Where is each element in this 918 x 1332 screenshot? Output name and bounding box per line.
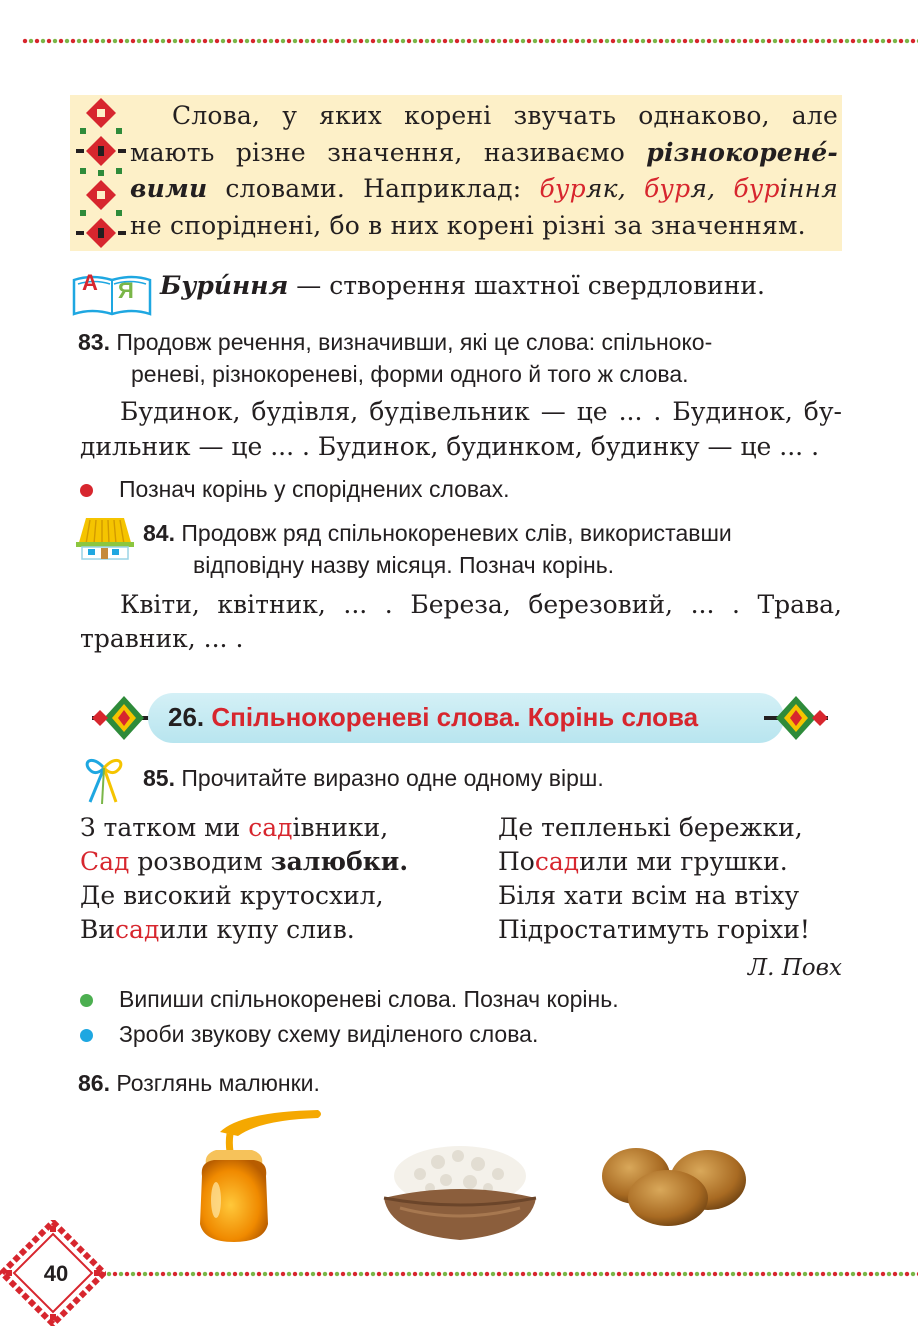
rule-line-3-text: словами. Наприклад: bbox=[207, 174, 540, 203]
task-83-number: 83. bbox=[78, 329, 110, 355]
house-icon bbox=[72, 516, 138, 560]
task-83-bullet-text: Познач корінь у споріднених словах. bbox=[119, 476, 510, 502]
poem-text: розводим bbox=[129, 847, 271, 876]
task-85-bullet-2: Зроби звукову схему виділеного слова. bbox=[119, 1021, 539, 1047]
rule-text bbox=[130, 98, 838, 244]
section-title bbox=[168, 702, 698, 733]
example-3-root: бур bbox=[733, 174, 780, 203]
section-number: 26. bbox=[168, 702, 205, 732]
example-1-rest: як, bbox=[585, 174, 626, 203]
poem-text: івники, bbox=[292, 813, 389, 842]
task-83-sentence-1: Будинок, будівля, будівельник — це ... . Будинок, бу- bbox=[120, 397, 842, 426]
page-number: 40 bbox=[43, 1261, 69, 1286]
poem-right-line-1: Де тепленькі бережки, bbox=[498, 813, 803, 842]
example-1-root: бур bbox=[539, 174, 586, 203]
poem-left-line-3: Де високий крутосхил, bbox=[80, 881, 384, 910]
poem-root: сад bbox=[248, 813, 293, 842]
task-84-sentence-1: Квіти, квітник, ... . Береза, березовий, ... . Трава, bbox=[120, 590, 842, 619]
poem-right-line-4: Підростатимуть горіхи! bbox=[498, 915, 810, 944]
poem-text: или купу слив. bbox=[159, 915, 355, 944]
poem-root: сад bbox=[115, 915, 160, 944]
rule-term-part-1: різнокорене́- bbox=[646, 137, 838, 167]
example-2-root: бур bbox=[643, 174, 691, 203]
poem-left-line-4 bbox=[80, 915, 355, 944]
rule-term-part-2: вими bbox=[130, 174, 208, 203]
task-83-line-1 bbox=[78, 329, 712, 356]
poem-left-line-2 bbox=[80, 847, 408, 876]
dictionary-term: Бури́ння bbox=[160, 271, 289, 300]
rule-line-2 bbox=[130, 135, 838, 172]
poem-text: или ми грушки. bbox=[579, 847, 788, 876]
rule-line-1: Слова, у яких корені звучать однаково, але bbox=[172, 101, 838, 130]
task-85-bullet-1: Випиши спільнокореневі слова. Познач корінь. bbox=[119, 986, 619, 1012]
task-83-text-1: Продовж речення, визначивши, які це слова: спільноко- bbox=[116, 329, 713, 355]
task-86-instruction: Розглянь малюнки. bbox=[116, 1070, 320, 1096]
poem-text: З татком ми bbox=[80, 813, 249, 842]
example-2-rest: я, bbox=[690, 174, 716, 203]
dict-icon-letter-a: А bbox=[82, 270, 98, 295]
embroidery-ornament bbox=[76, 96, 126, 250]
task-86-line bbox=[78, 1070, 320, 1097]
cottage-cheese-bowl-image bbox=[380, 1130, 540, 1246]
section-ornament-left bbox=[92, 692, 156, 744]
section-title-text: Спільнокореневі слова. Корінь слова bbox=[211, 702, 699, 732]
example-3-rest: іння bbox=[779, 174, 838, 203]
task-84-line-1 bbox=[143, 520, 732, 547]
red-bullet bbox=[80, 484, 93, 497]
rule-line-2-text: мають різне значення, називаємо bbox=[130, 137, 647, 167]
dictionary-book-icon bbox=[70, 266, 154, 318]
poem-left-line-1 bbox=[80, 813, 388, 842]
bottom-ornament-border bbox=[100, 1269, 918, 1279]
task-85-line bbox=[143, 765, 604, 792]
poem-text: По bbox=[498, 847, 535, 876]
poem-text: Ви bbox=[80, 915, 116, 944]
poem-right-line-3: Біля хати всім на втіху bbox=[498, 881, 800, 910]
dict-icon-letter-ya: Я bbox=[118, 278, 134, 303]
rule-line-3 bbox=[130, 171, 838, 208]
task-83-line-2: реневі, різнокореневі, форми одного й того ж слова. bbox=[131, 361, 689, 387]
task-83-sentence-2: дильник — це ... . Будинок, будинком, будинку — це ... . bbox=[80, 432, 820, 461]
task-84-text-1: Продовж ряд спільнокореневих слів, використавши bbox=[181, 520, 732, 546]
poem-root: сад bbox=[534, 847, 580, 876]
task-86-number: 86. bbox=[78, 1070, 110, 1096]
task-84-sentence-2: травник, ... . bbox=[80, 624, 244, 653]
poem-author: Л. Повх bbox=[747, 955, 842, 981]
dictionary-entry bbox=[160, 271, 765, 300]
section-ornament-right bbox=[764, 692, 828, 744]
highlighted-word: залюбки. bbox=[270, 847, 409, 876]
rule-line-4: не споріднені, бо в них корені різні за значенням. bbox=[130, 210, 806, 240]
ribbon-icon bbox=[76, 752, 132, 808]
task-85-number: 85. bbox=[143, 765, 175, 791]
top-ornament-border bbox=[22, 36, 918, 46]
task-84-line-2: відповідну назву місяця. Познач корінь. bbox=[193, 552, 615, 578]
dictionary-definition: — створення шахтної свердловини. bbox=[288, 271, 765, 300]
task-84-number: 84. bbox=[143, 520, 175, 546]
poem-right-line-2 bbox=[498, 847, 788, 876]
task-85-instruction: Прочитайте виразно одне одному вірш. bbox=[181, 765, 604, 791]
blue-bullet bbox=[80, 1029, 93, 1042]
potatoes-image bbox=[598, 1140, 750, 1230]
green-bullet bbox=[80, 994, 93, 1007]
honey-jar-image bbox=[190, 1106, 325, 1244]
poem-root: Сад bbox=[80, 847, 130, 876]
